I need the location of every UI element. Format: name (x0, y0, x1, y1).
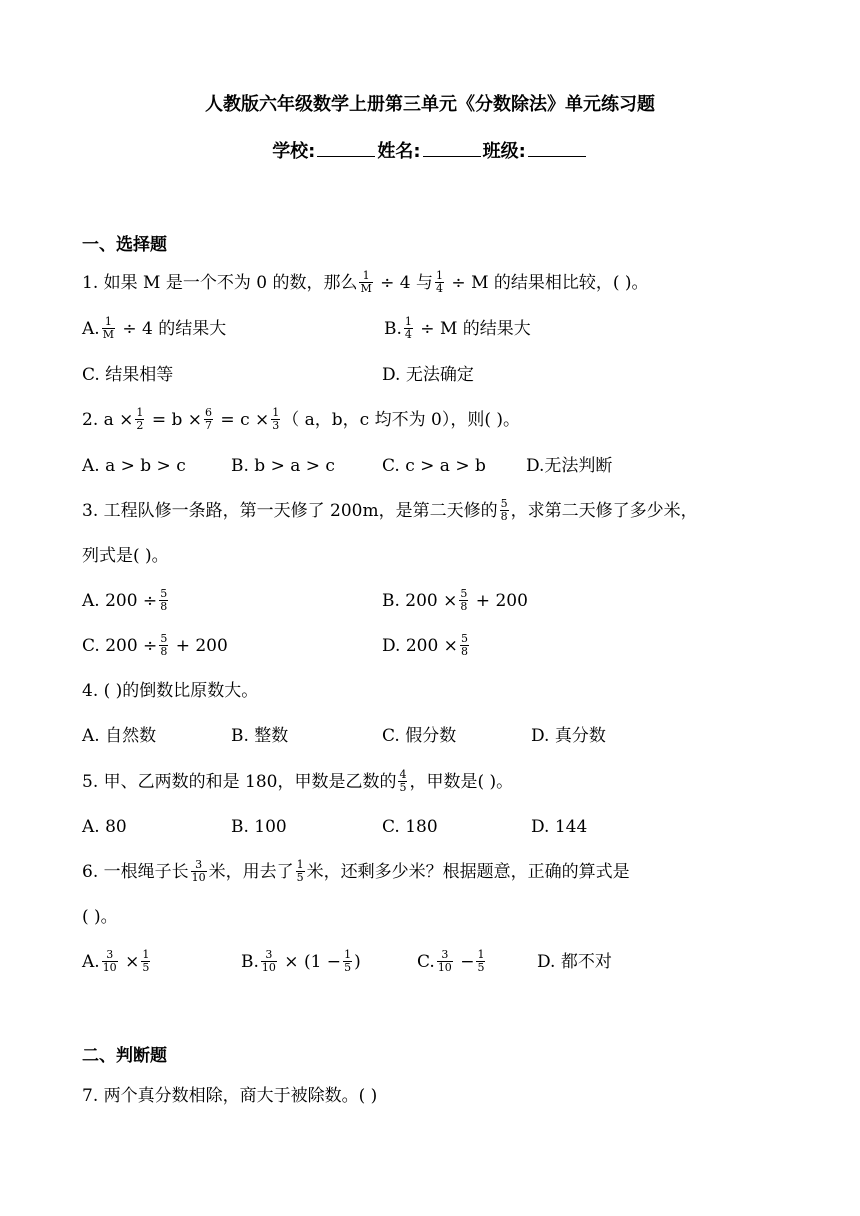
option-text: B. 200 × (382, 591, 458, 611)
fraction-denominator: 10 (191, 871, 206, 884)
fraction-numerator: 1 (272, 406, 280, 419)
q5-option-b[interactable]: B. 100 (231, 817, 287, 837)
option-fraction (343, 949, 352, 974)
fraction-numerator: 1 (362, 269, 370, 282)
q2-text-c: = c × (215, 410, 270, 430)
fraction-denominator: 8 (460, 600, 468, 613)
q2-option-b[interactable]: B. b > a > c (231, 456, 335, 476)
fraction-denominator: 4 (404, 328, 412, 341)
section-heading-choice: 一、选择题 (82, 235, 167, 255)
q4-option-c[interactable]: C. 假分数 (382, 726, 457, 746)
fraction-numerator: 3 (195, 858, 203, 871)
option-fraction (460, 633, 469, 658)
q2-option-c[interactable]: C. c > a > b (382, 456, 486, 476)
fraction-numerator: 5 (500, 497, 508, 510)
q5-option-c[interactable]: C. 180 (382, 817, 438, 837)
question-3 (82, 498, 698, 524)
q6-option-a[interactable] (82, 949, 152, 975)
q2-option-d[interactable]: D.无法判断 (526, 456, 613, 476)
fraction-denominator: 8 (160, 645, 168, 658)
q1-option-c[interactable]: C. 结果相等 (82, 365, 174, 385)
q6-text-c: 米，还剩多少米？根据题意，正确的算式是 (306, 862, 630, 882)
question-2 (82, 407, 520, 433)
option-text: + 200 (170, 636, 228, 656)
q5-text-b: ，甲数是( )。 (409, 772, 514, 792)
fraction-denominator: 5 (399, 781, 407, 794)
fraction-denominator: 8 (460, 645, 468, 658)
fraction-denominator: 10 (437, 961, 452, 974)
q2-text-b: = b × (146, 410, 203, 430)
q1-option-a[interactable] (82, 316, 226, 342)
option-fraction (159, 588, 168, 613)
q6-fraction-1 (191, 859, 207, 884)
fraction-numerator: 5 (460, 587, 468, 600)
fraction-numerator: 1 (296, 858, 304, 871)
fraction-denominator: 5 (344, 961, 352, 974)
fraction-numerator: 3 (265, 948, 273, 961)
option-text: ÷ M 的结果大 (414, 319, 531, 339)
school-label: 学校: (272, 141, 316, 162)
fraction-denominator: 8 (500, 510, 508, 523)
fraction-denominator: 4 (436, 282, 444, 295)
q1-option-d[interactable]: D. 无法确定 (382, 365, 474, 385)
q2-text-a: 2. a × (82, 410, 134, 430)
option-text: + 200 (470, 591, 528, 611)
fraction-denominator: 10 (102, 961, 117, 974)
school-blank[interactable] (317, 140, 375, 157)
fraction-denominator: M (360, 282, 372, 295)
q3-option-c[interactable] (82, 633, 228, 659)
fraction-denominator: 3 (272, 419, 280, 432)
fraction-denominator: M (102, 328, 114, 341)
q5-option-a[interactable]: A. 80 (82, 817, 127, 837)
q3-option-a[interactable] (82, 588, 170, 614)
option-text: − (454, 952, 475, 972)
q6-fraction-2 (296, 859, 305, 884)
fraction-numerator: 5 (460, 632, 468, 645)
question-7: 7. 两个真分数相除，商大于被除数。( ) (82, 1086, 378, 1106)
q3-option-d[interactable] (382, 633, 471, 659)
option-text: ) (354, 952, 361, 972)
fraction-denominator: 5 (296, 871, 304, 884)
q6-option-b[interactable] (241, 949, 361, 975)
option-text: × (119, 952, 140, 972)
q4-option-a[interactable]: A. 自然数 (82, 726, 157, 746)
fraction-denominator: 2 (136, 419, 144, 432)
question-4: 4. ( )的倒数比原数大。 (82, 681, 259, 701)
q5-fraction (398, 769, 407, 794)
q1-option-b[interactable] (384, 316, 531, 342)
fraction-denominator: 5 (142, 961, 150, 974)
option-fraction (261, 949, 277, 974)
question-6-line-2: ( )。 (82, 907, 118, 927)
q6-text-a: 6. 一根绳子长 (82, 862, 189, 882)
option-fraction (459, 588, 468, 613)
fraction-numerator: 1 (436, 269, 444, 282)
fraction-numerator: 5 (160, 632, 168, 645)
fraction-numerator: 1 (142, 948, 150, 961)
option-letter: B. (384, 319, 402, 339)
q5-text-a: 5. 甲、乙两数的和是 180，甲数是乙数的 (82, 772, 397, 792)
option-fraction (404, 316, 413, 341)
question-5 (82, 769, 513, 795)
fraction-denominator: 10 (261, 961, 276, 974)
fraction-numerator: 1 (404, 315, 412, 328)
section-heading-judge: 二、判断题 (82, 1046, 167, 1066)
option-letter: C. (417, 952, 435, 972)
option-letter: B. (241, 952, 259, 972)
question-1 (82, 270, 649, 296)
q2-fraction-3 (271, 407, 280, 432)
name-blank[interactable] (423, 140, 481, 157)
option-fraction (437, 949, 453, 974)
class-label: 班级: (482, 141, 526, 162)
q1-text-b: ÷ 4 与 (374, 273, 434, 293)
option-fraction (102, 949, 118, 974)
q3-fraction (500, 498, 509, 523)
fraction-denominator: 8 (160, 600, 168, 613)
fraction-denominator: 7 (205, 419, 213, 432)
student-info-line (0, 137, 860, 163)
option-fraction (476, 949, 485, 974)
q4-option-b[interactable]: B. 整数 (231, 726, 289, 746)
q3-option-b[interactable] (382, 588, 528, 614)
option-fraction (159, 633, 168, 658)
q6-option-c[interactable] (417, 949, 487, 975)
fraction-numerator: 1 (477, 948, 485, 961)
q1-text-a: 1. 如果 M 是一个不为 0 的数，那么 (82, 273, 358, 293)
option-letter: A. (82, 319, 100, 339)
fraction-numerator: 1 (104, 315, 112, 328)
question-3-line-2: 列式是( )。 (82, 546, 169, 566)
fraction-denominator: 5 (477, 961, 485, 974)
option-letter: A. (82, 952, 100, 972)
q2-fraction-2 (204, 407, 213, 432)
fraction-numerator: 1 (136, 406, 144, 419)
q1-text-c: ÷ M 的结果相比较，( )。 (446, 273, 649, 293)
q3-text-a: 3. 工程队修一条路，第一天修了 200m，是第二天修的 (82, 501, 498, 521)
q2-text-d: （ a，b，c 均不为 0），则( )。 (282, 410, 520, 430)
q5-option-d[interactable]: D. 144 (531, 817, 588, 837)
q1-fraction-1 (359, 270, 372, 295)
q6-text-b: 米，用去了 (208, 862, 294, 882)
option-fraction (102, 316, 115, 341)
q2-fraction-1 (135, 407, 144, 432)
q3-text-b: ，求第二天修了多少米， (510, 501, 698, 521)
page-title: 人教版六年级数学上册第三单元《分数除法》单元练习题 (205, 94, 655, 115)
q2-option-a[interactable]: A. a > b > c (82, 456, 186, 476)
option-text: C. 200 ÷ (82, 636, 158, 656)
option-text: × (1 − (278, 952, 342, 972)
q1-fraction-2 (435, 270, 444, 295)
option-text: A. 200 ÷ (82, 591, 158, 611)
q4-option-d[interactable]: D. 真分数 (531, 726, 606, 746)
fraction-numerator: 3 (441, 948, 449, 961)
name-label: 姓名: (377, 141, 421, 162)
fraction-numerator: 3 (106, 948, 114, 961)
q6-option-d[interactable]: D. 都不对 (537, 952, 612, 972)
fraction-numerator: 5 (160, 587, 168, 600)
option-text: ÷ 4 的结果大 (116, 319, 227, 339)
question-6 (82, 859, 630, 885)
fraction-numerator: 6 (205, 406, 213, 419)
fraction-numerator: 4 (399, 768, 407, 781)
fraction-numerator: 1 (344, 948, 352, 961)
option-text: D. 200 × (382, 636, 458, 656)
option-fraction (141, 949, 150, 974)
class-blank[interactable] (528, 140, 586, 157)
